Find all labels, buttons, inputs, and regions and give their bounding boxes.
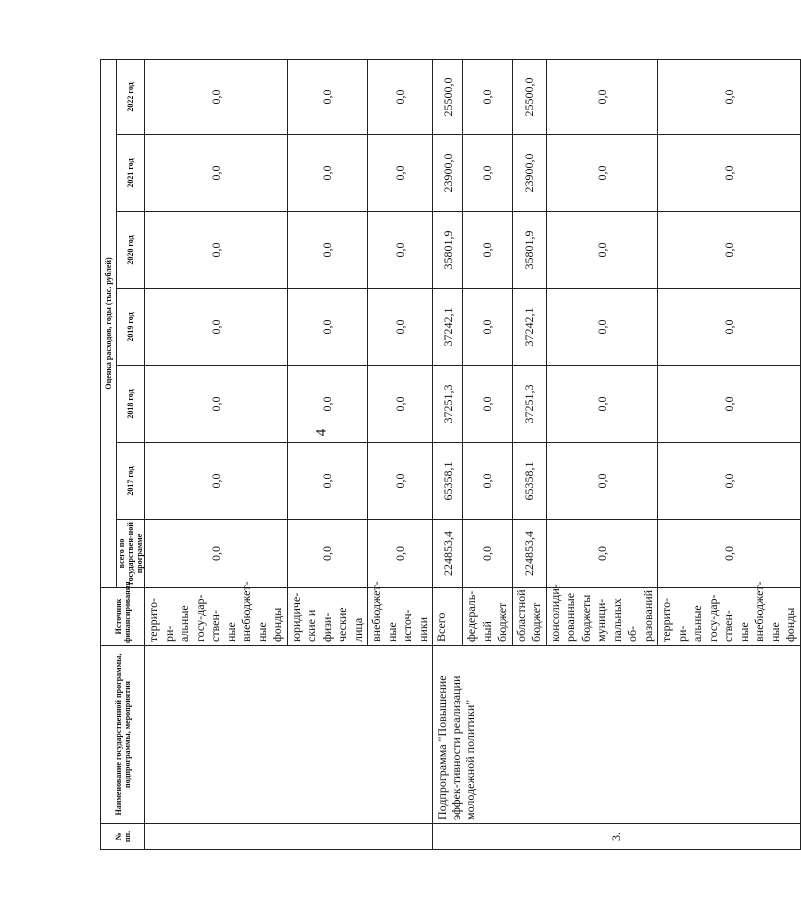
year-value: 0,0	[658, 59, 801, 134]
total-value: 224853,4	[433, 520, 463, 588]
funding-source: Всего	[433, 588, 463, 646]
year-value: 0,0	[145, 212, 288, 289]
year-value: 0,0	[287, 366, 368, 443]
funding-source: террито-ри-альные госу-дар-ствен-ные внебюджет-ные фонды	[658, 588, 801, 646]
year-value: 23900,0	[512, 135, 546, 212]
year-value: 65358,1	[512, 443, 546, 520]
program-name	[145, 646, 433, 824]
year-value: 0,0	[368, 212, 433, 289]
year-value: 35801,9	[433, 212, 463, 289]
year-value: 0,0	[368, 289, 433, 366]
year-value: 0,0	[546, 366, 658, 443]
year-value: 0,0	[463, 289, 513, 366]
year-value: 0,0	[145, 59, 288, 134]
year-value: 0,0	[368, 366, 433, 443]
total-value: 0,0	[658, 520, 801, 588]
year-value: 0,0	[287, 135, 368, 212]
year-value: 0,0	[546, 135, 658, 212]
year-value: 0,0	[546, 212, 658, 289]
year-value: 0,0	[463, 135, 513, 212]
year-value: 0,0	[658, 135, 801, 212]
header-year: 2017 год	[117, 443, 145, 520]
page-number: 4	[313, 428, 330, 437]
total-value: 0,0	[546, 520, 658, 588]
total-value: 0,0	[145, 520, 288, 588]
funding-source: террито-ри-альные госу-дар-ствен-ные внебюджет-ные фонды	[145, 588, 288, 646]
year-value: 0,0	[463, 366, 513, 443]
header-funding-source: Источник финансирования	[101, 588, 145, 646]
year-value: 0,0	[287, 443, 368, 520]
header-year: 2022 год	[117, 59, 145, 134]
year-value: 0,0	[287, 289, 368, 366]
header-program-name: Наименование государственной программы, подпрограммы, мероприятия	[101, 646, 145, 824]
year-value: 65358,1	[433, 443, 463, 520]
row-number	[145, 824, 433, 850]
header-year: 2019 год	[117, 289, 145, 366]
year-value: 0,0	[463, 212, 513, 289]
year-value: 0,0	[658, 366, 801, 443]
total-value: 0,0	[287, 520, 368, 588]
year-value: 0,0	[546, 443, 658, 520]
row-number: 3.	[433, 824, 801, 850]
year-value: 0,0	[658, 289, 801, 366]
year-value: 37251,3	[433, 366, 463, 443]
year-value: 0,0	[145, 135, 288, 212]
year-value: 0,0	[368, 135, 433, 212]
year-value: 37242,1	[512, 289, 546, 366]
funding-source: внебюджет-ные источ-ники	[368, 588, 433, 646]
header-estimate-group: Оценка расходов, годы (тыс. рублей)	[101, 59, 117, 587]
year-value: 0,0	[546, 289, 658, 366]
table-row	[433, 59, 463, 849]
year-value: 0,0	[368, 59, 433, 134]
budget-table	[100, 59, 801, 850]
funding-source: областной бюджет	[512, 588, 546, 646]
year-value: 0,0	[368, 443, 433, 520]
total-value: 0,0	[463, 520, 513, 588]
header-total: всего по государствен-ной программе	[117, 520, 145, 588]
program-name: Подпрограмма "Повышение эффек-тивности реализации молодежной политики"	[433, 646, 801, 824]
year-value: 37251,3	[512, 366, 546, 443]
header-year: 2021 год	[117, 135, 145, 212]
year-value: 0,0	[463, 59, 513, 134]
total-value: 224853,4	[512, 520, 546, 588]
year-value: 0,0	[287, 212, 368, 289]
total-value: 0,0	[368, 520, 433, 588]
year-value: 25500,0	[512, 59, 546, 134]
year-value: 0,0	[463, 443, 513, 520]
budget-table-sheet	[100, 60, 797, 850]
year-value: 23900,0	[433, 135, 463, 212]
year-value: 0,0	[658, 212, 801, 289]
year-value: 0,0	[145, 443, 288, 520]
year-value: 0,0	[145, 366, 288, 443]
header-no: № пп.	[101, 824, 145, 850]
year-value: 0,0	[287, 59, 368, 134]
year-value: 37242,1	[433, 289, 463, 366]
funding-source: федераль-ный бюджет	[463, 588, 513, 646]
header-year: 2020 год	[117, 212, 145, 289]
year-value: 0,0	[658, 443, 801, 520]
year-value: 35801,9	[512, 212, 546, 289]
funding-source: консолиди-рованные бюджеты муници-пальных об-разований	[546, 588, 658, 646]
table-row	[145, 59, 288, 849]
year-value: 0,0	[145, 289, 288, 366]
year-value: 0,0	[546, 59, 658, 134]
funding-source: юридиче-ские и физи-ческие лица	[287, 588, 368, 646]
year-value: 25500,0	[433, 59, 463, 134]
header-year: 2018 год	[117, 366, 145, 443]
